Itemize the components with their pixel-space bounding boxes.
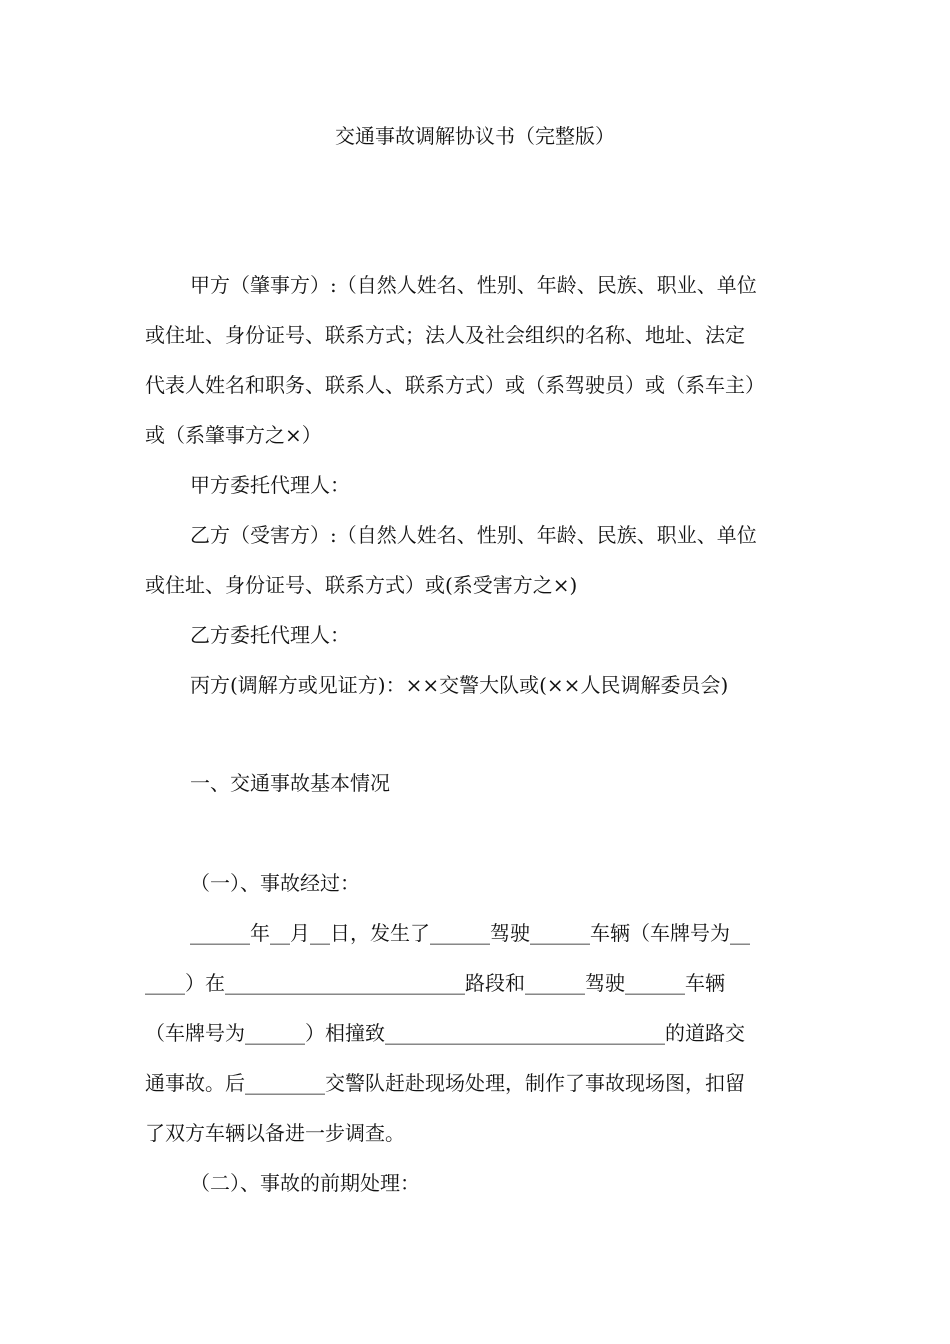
accident-process-line-3: （车牌号为______）相撞致____________________________的道路交 (145, 1021, 745, 1045)
party-b-line-1: 乙方（受害方）:（自然人姓名、性别、年龄、民族、职业、单位 (190, 523, 757, 547)
section-heading-basic-situation: 一、交通事故基本情况 (190, 771, 390, 795)
party-a-line-1: 甲方（肇事方）:（自然人姓名、性别、年龄、民族、职业、单位 (190, 273, 757, 297)
accident-process-line-2: ____）在________________________路段和______驾驶______车辆 (145, 971, 725, 995)
party-a-line-3: 代表人姓名和职务、联系人、联系方式）或（系驾驶员）或（系车主） (145, 373, 765, 397)
party-b-agent: 乙方委托代理人： (190, 623, 350, 647)
accident-process-line-4: 通事故。后________交警队赶赴现场处理，制作了事故现场图，扣留 (145, 1071, 745, 1095)
accident-process-line-5: 了双方车辆以备进一步调查。 (145, 1121, 405, 1145)
party-a-line-4: 或（系肇事方之×） (145, 423, 322, 447)
party-c-line: 丙方(调解方或见证方)：××交警大队或(××人民调解委员会) (190, 673, 729, 697)
party-a-agent: 甲方委托代理人： (190, 473, 350, 497)
party-a-line-2: 或住址、身份证号、联系方式；法人及社会组织的名称、地址、法定 (145, 323, 745, 347)
document-title: 交通事故调解协议书（完整版） (335, 124, 615, 148)
subsection-heading-accident-process: （一）、事故经过： (190, 871, 360, 895)
party-b-line-2: 或住址、身份证号、联系方式）或(系受害方之×) (145, 573, 578, 597)
subsection-heading-initial-handling: （二）、事故的前期处理： (190, 1171, 420, 1195)
accident-process-line-1: ______年__月__日，发生了______驾驶______车辆（车牌号为__ (190, 921, 750, 945)
